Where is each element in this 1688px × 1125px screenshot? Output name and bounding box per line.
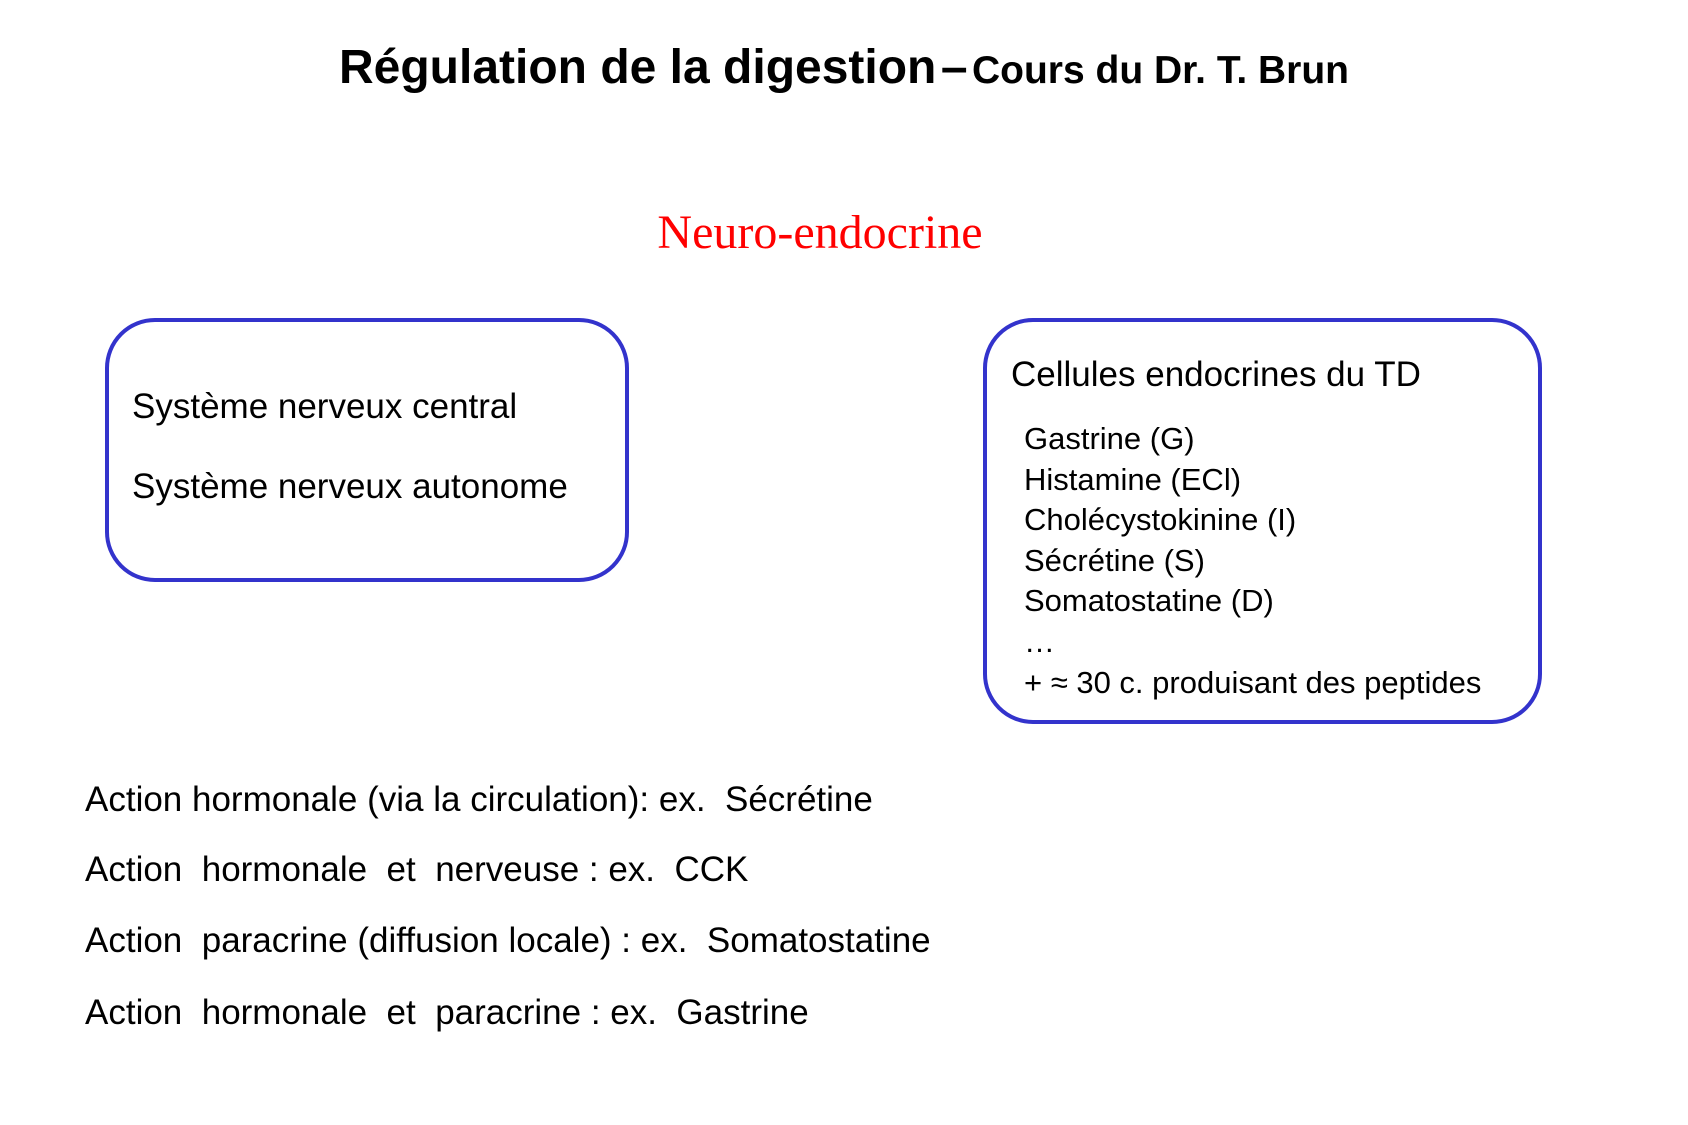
action-item: Action hormonale et nerveuse : ex. CCK (85, 850, 749, 889)
action-item: Action hormonale et paracrine : ex. Gastrine (85, 993, 809, 1032)
nervous-system-central: Système nerveux central (132, 387, 518, 426)
endocrine-cell-item: Gastrine (G) (1024, 421, 1195, 456)
endocrine-cell-item: + ≈ 30 c. produisant des peptides (1024, 664, 1482, 700)
endocrine-cell-item: Histamine (ECl) (1024, 461, 1242, 497)
endocrine-cell-item: … (1024, 623, 1055, 659)
endocrine-cells-list (1024, 419, 1481, 703)
endocrine-cells-box (983, 318, 1542, 724)
endocrine-cell-item: Somatostatine (D) (1024, 583, 1274, 619)
nervous-system-box (105, 318, 629, 582)
slide-title (0, 40, 1688, 95)
slide-title-author: Cours du Dr. T. Brun (971, 49, 1349, 92)
action-item: Action hormonale (via la circulation): ex. Sécrétine (85, 780, 873, 819)
action-item: Action paracrine (diffusion locale) : ex. Somatostatine (85, 921, 931, 960)
endocrine-cell-item: Sécrétine (S) (1024, 542, 1205, 578)
slide-title-main: Régulation de la digestion (339, 41, 937, 94)
nervous-system-autonomic: Système nerveux autonome (132, 467, 568, 506)
endocrine-cell-item: Cholécystokinine (I) (1024, 502, 1297, 538)
slide-subtitle: Neuro-endocrine (657, 206, 983, 259)
endocrine-cells-title: Cellules endocrines du TD (1011, 355, 1421, 394)
slide-title-dash: – (940, 41, 968, 94)
